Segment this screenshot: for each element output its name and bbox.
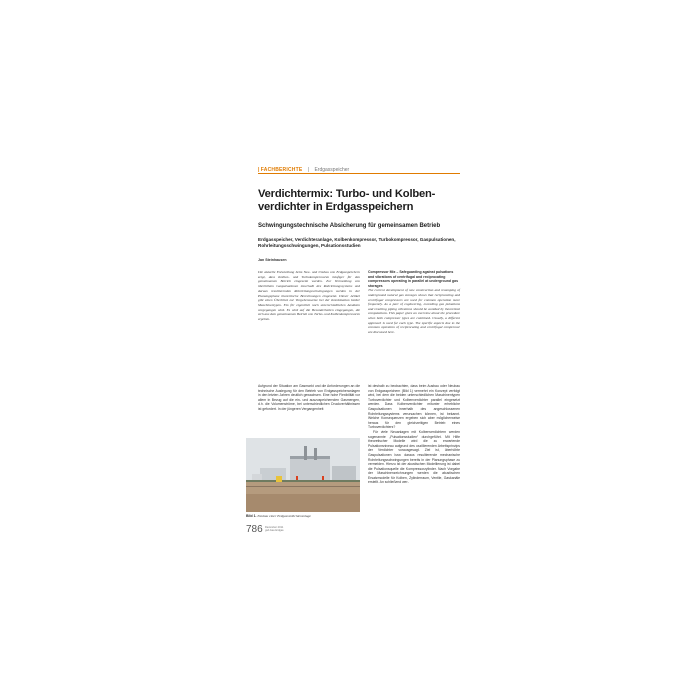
subsection-name: Erdgasspeicher <box>314 167 350 173</box>
photo-shed <box>260 468 286 482</box>
figure-photo <box>246 438 360 512</box>
article-page <box>246 166 460 539</box>
article-title: Verdichtermix: Turbo- und Kolben- verdichter in Erdgasspeichern <box>258 188 436 213</box>
page-footer <box>246 524 366 538</box>
article-author: Jan Steinhausen <box>258 258 287 262</box>
section-separator: | <box>307 167 310 173</box>
photo-machine <box>276 476 282 482</box>
photo-fence <box>246 480 360 482</box>
compressor-station-photo <box>246 438 360 512</box>
page-number: 786 <box>246 524 263 535</box>
body-paragraph: Für viele Neuanlagen mit Kolbenverdichtern werden sogenannte „Pulsationsstudien“ durchgeführt. Mit Hilfe theoretischer Modelle wird die zu erwartende Pulsationsniveau aufgrund des oszillierenden Arbeitsprinzips der Verdichter vorausgesagt. Ziel ist, überhöhte Gaspulsationen bzw. daraus resultierende mechanische Rohrleitungsschwingungen bereits in der Planungsphase zu vermeiden. Hierzu ist der akustischen Modellierung ist dabei die Pulsationsquelle die Kompressorzylinder. Nach Vorgabe der Maschinenzeichnungen werden die akustischen Ersatzmodelle für Kolben, Zylinderraum, Ventile, Gaskanäle erstellt. An schließend wer- <box>368 429 460 485</box>
photo-foreground <box>246 494 360 512</box>
photo-marker <box>296 476 298 480</box>
figure-caption-text: Neubau einer Erdgasverdichteranlage <box>256 514 311 518</box>
article-keywords: Erdgasspeicher, Verdichteranlage, Kolbenkompressor, Turbokompressor, Gaspulsationen, Rohrleitungsschwingungen, Pulsationsstudien <box>258 237 456 248</box>
figure-label: Bild 1. <box>246 514 257 518</box>
issue-date: Dezember 2011 <box>265 526 284 529</box>
body-column-right <box>368 384 460 485</box>
journal-name: gwf-Gas Erdgas <box>265 529 284 533</box>
section-marker: | <box>258 167 260 173</box>
issue-info <box>265 526 284 532</box>
photo-building <box>332 466 356 482</box>
photo-track <box>246 486 360 487</box>
photo-stack <box>314 448 317 460</box>
photo-hall-roof <box>290 456 330 459</box>
figure-caption <box>246 514 360 518</box>
body-paragraph: Aufgrund der Situation am Gasmarkt und die Anforderungen an die technische Auslegung für den Betrieb von Erdgasspeicheranlagen in den letzten Jahren deutlich gewachsen. Eine hohe Flexibilität vor allem in Bezug auf die ein- und auszuspeichernden Gasmengen, d.h. die Volumenströme, bei unterschiedlichen Druckverhältnissen ist gefordert. In der jüngeren Vergangenheit <box>258 384 360 411</box>
article-subtitle: Schwingungstechnische Absicherung für gemeinsamen Betrieb <box>258 223 441 229</box>
photo-stack <box>304 446 307 460</box>
abstract-english <box>368 270 460 334</box>
abstract-english-heading: Compressor Mix – Safeguarding against pulsations and vibrations of centrifugal and reciprocating compressors operating in parallel at underground gas storages <box>368 270 459 288</box>
abstract-german: Die aktuelle Entwicklung beim Neu- und Umbau von Erdgasspeichern zeigt, dass Kolben- und Turbokompressoren häufiger für den gemeinsamen Betrieb eingesetzt werden. Zur Vermeidung von überhöhten Gaspulsationen innerhalb des Rohrleitungssystems und daraus resultierenden Rohrleitungsschwingungen werden in der Planungsphase theoretische Berechnungen eingesetzt. Dieser Artikel gibt einen Überblick zur Vorgehensweise bei der Kombination beider Maschinentypen. Ein für eigentlich noch unterschiedlichen Ansätzen vorgegangen wird. Es wird auf die Besonderheiten eingegangen, die sich aus dem gemeinsamen Betrieb von Turbo- und Kolbenkompressoren ergeben. <box>258 270 361 322</box>
body-column-left <box>258 384 360 412</box>
section-name: FACHBERICHTE <box>260 167 303 173</box>
header-rule <box>258 173 460 174</box>
body-paragraph: ist deshalb zu beobachten, dass beim Ausbau oder Neubau von Erdgasspeichern (Bild 1) vermehrt ein Konzept verfolgt wird, bei dem die beiden unterschiedlichen Maschinentypen Turboverdichter und Kolbenverdichter parallel eingesetzt werden. Dass Kolbenverdichter mitunter erhebliche Gaspulsationen innerhalb des angeschlossenen Rohrleitungssystems verursachen können, ist bekannt. Welche Konsequenzen ergeben sich aber möglicherweise heraus für den gleichzeitigen Betrieb eines Turboverdichters? <box>368 384 460 430</box>
abstract-english-body: The current development of new construction and revamping of underground natural gas storages shows that reciprocating and centrifugal compressors are used for common operation more frequently. As a part of engineering, exceeding gas pulsations and resulting piping vibrations should be avoided by theoretical computations. This paper gives an overview about the procedure when both compressor types are combined. Usually, a different approach is used for each type. The specific aspects due to the common operation of reciprocating and centrifugal compressor are discussed here. <box>368 288 460 334</box>
photo-marker <box>322 476 324 480</box>
